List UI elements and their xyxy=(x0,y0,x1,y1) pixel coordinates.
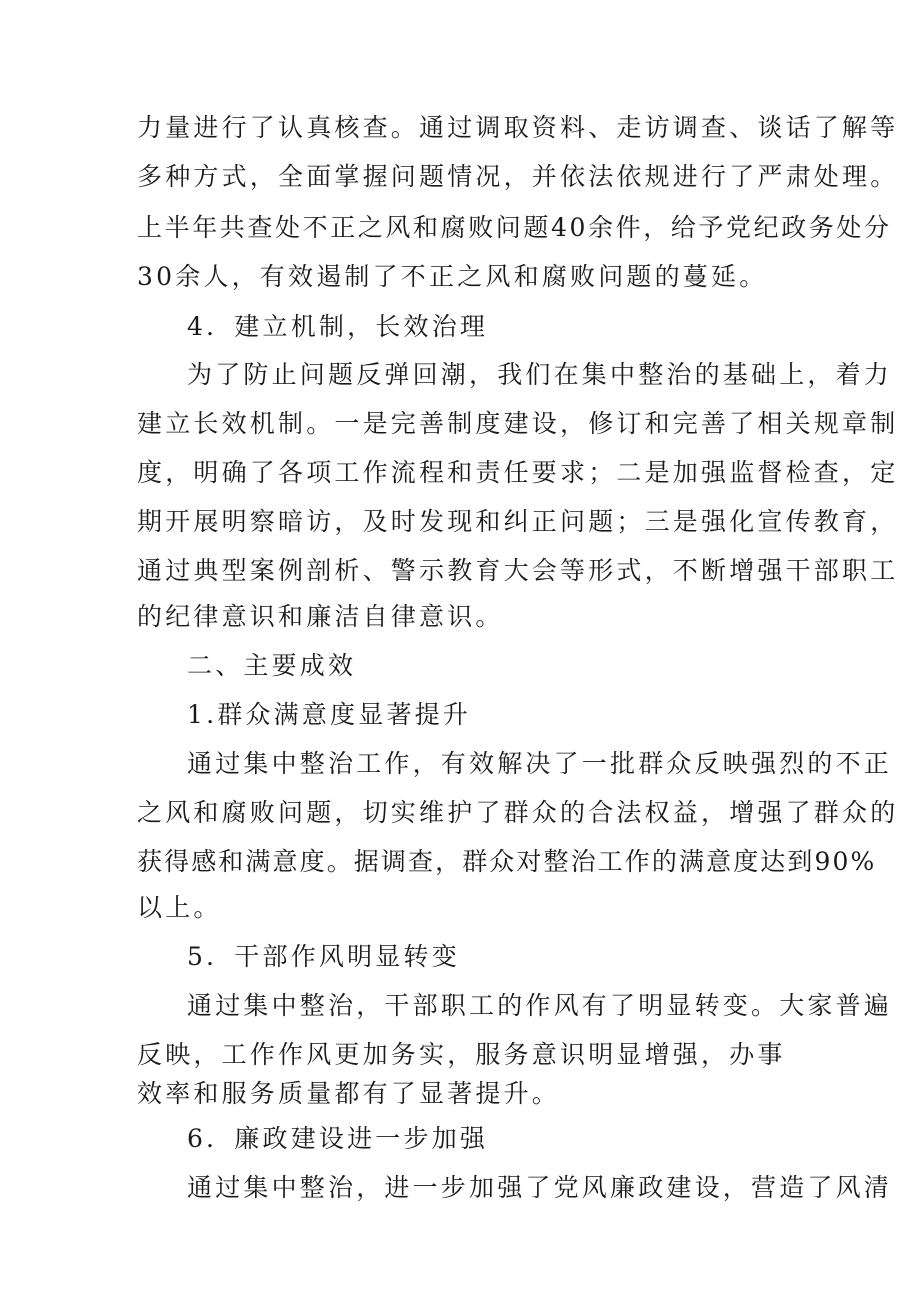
paragraph-line: 通过集中整治，干部职工的作风有了明显转变。大家普遍 xyxy=(187,991,893,1020)
paragraph-line: 以上。 xyxy=(137,893,222,922)
paragraph-line: 通过集中整治，进一步加强了党风廉政建设，营造了风清 xyxy=(187,1173,893,1202)
paragraph-line: 获得感和满意度。据调查，群众对整治工作的满意度达到90% xyxy=(137,847,877,876)
paragraph-line: 为了防止问题反弹回潮，我们在集中整治的基础上，着力 xyxy=(187,360,893,389)
paragraph-line: 的纪律意识和廉洁自律意识。 xyxy=(137,602,504,631)
paragraph-line: 之风和腐败问题，切实维护了群众的合法权益，增强了群众的 xyxy=(137,798,899,827)
paragraph-line: 多种方式，全面掌握问题情况，并依法依规进行了严肃处理。 xyxy=(137,162,899,191)
section-heading: 6．廉政建设进一步加强 xyxy=(187,1124,489,1153)
paragraph-line: 度，明确了各项工作流程和责任要求；二是加强监督检查，定 xyxy=(137,458,899,487)
paragraph-line: 效率和服务质量都有了显著提升。 xyxy=(137,1079,561,1108)
paragraph-line: 30余人，有效遏制了不正之风和腐败问题的蔓延。 xyxy=(137,262,768,291)
section-heading: 1.群众满意度显著提升 xyxy=(187,700,472,729)
paragraph-line: 通过集中整治工作，有效解决了一批群众反映强烈的不正 xyxy=(187,749,893,778)
paragraph-line: 力量进行了认真核查。通过调取资料、走访调查、谈话了解等 xyxy=(137,113,899,142)
paragraph-line: 反映，工作作风更加务实，服务意识明显增强，办事 xyxy=(137,1040,786,1069)
paragraph-line: 期开展明察暗访，及时发现和纠正问题；三是强化宣传教育， xyxy=(137,507,899,536)
paragraph-line: 通过典型案例剖析、警示教育大会等形式，不断增强干部职工 xyxy=(137,556,899,585)
section-heading: 二、主要成效 xyxy=(187,651,357,680)
section-heading: 4．建立机制，长效治理 xyxy=(187,312,489,341)
paragraph-line: 建立长效机制。一是完善制度建设，修订和完善了相关规章制 xyxy=(137,409,899,438)
section-heading: 5．干部作风明显转变 xyxy=(187,942,460,971)
paragraph-line: 上半年共查处不正之风和腐败问题40余件，给予党纪政务处分 xyxy=(137,213,892,242)
